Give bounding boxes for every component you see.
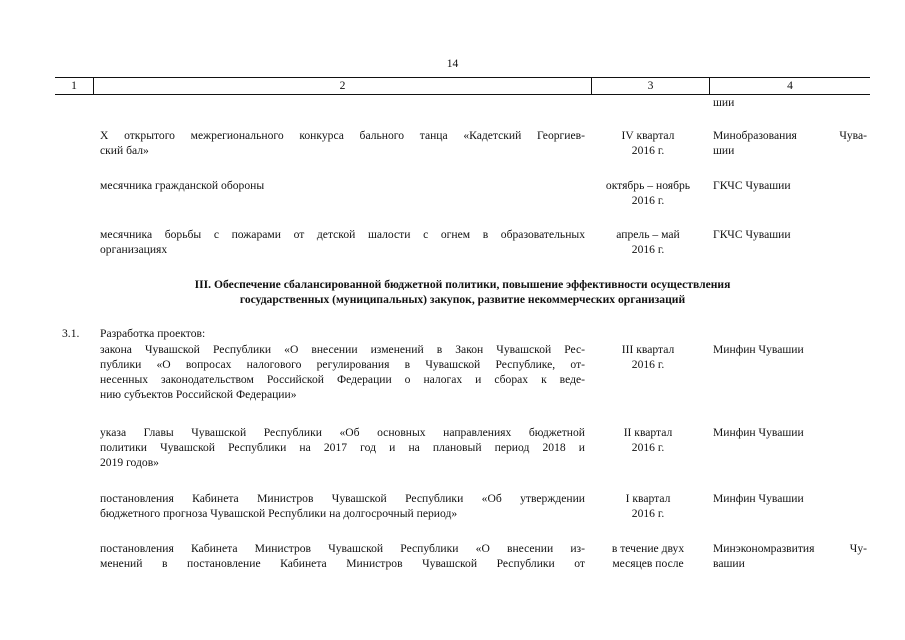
row-name: месячника гражданской обороны — [100, 179, 265, 192]
row-executor: ГКЧС Чувашии — [713, 228, 791, 241]
row-term: в течение двух месяцев после — [611, 542, 685, 570]
row-executor: Минфин Чувашии — [713, 343, 804, 356]
header-col-4: 4 — [787, 79, 793, 92]
table-header — [55, 77, 870, 95]
section-heading: III. Обеспечение сбалансированной бюджетной политики, повышение эффективности осуществления государственных (муниципальных) закупок, развитие некоммерческих организаций — [194, 278, 731, 306]
row-name: закона Чувашской Республики «О внесении изменений в Закон Чувашской Рес- публики «О вопросах налогового регулирования в Чувашской Республике, от- несенных законодательством Российской Федерации о налогах и сборах к веде- нию субъектов Российской Федерации» — [100, 343, 585, 401]
row-term: октябрь – ноябрь 2016 г. — [605, 179, 691, 207]
row-executor: Минфин Чувашии — [713, 426, 804, 439]
row-name: указа Главы Чувашской Республики «Об основных направлениях бюджетной политики Чувашской Республики на 2017 год и на плановый период 2018 и 2019 годов» — [100, 426, 585, 469]
row-term: I квартал 2016 г. — [625, 492, 671, 520]
row-name: постановления Кабинета Министров Чувашской Республики «О внесении из- менений в постановление Кабинета Министров Чувашской Республики от — [100, 542, 585, 570]
row-term: апрель – май 2016 г. — [616, 228, 680, 256]
row-name: X открытого межрегионального конкурса бального танца «Кадетский Георгиев- ский бал» — [100, 129, 585, 157]
row-executor: Минфин Чувашии — [713, 492, 804, 505]
item-number: 3.1. — [62, 327, 80, 340]
header-col-3: 3 — [647, 79, 654, 92]
row-term: II квартал 2016 г. — [623, 426, 673, 454]
row-name: постановления Кабинета Министров Чувашской Республики «Об утверждении бюджетного прогноза Чувашской Республики на долгосрочный период» — [100, 492, 585, 520]
row-executor: Минэкономразвития Чу- вашии — [713, 542, 867, 570]
header-col-1: 1 — [71, 79, 77, 92]
row-term: III квартал 2016 г. — [621, 343, 675, 371]
page-number: 14 — [446, 57, 459, 70]
header-col-2: 2 — [339, 79, 346, 92]
row-executor: ГКЧС Чувашии — [713, 179, 791, 192]
row-name: месячника борьбы с пожарами от детской шалости с огнем в образовательных организациях — [100, 228, 585, 256]
executor-tail: шии — [713, 96, 735, 109]
item-intro: Разработка проектов: — [100, 327, 206, 340]
row-term: IV квартал 2016 г. — [621, 129, 675, 157]
row-executor: Минобразования Чува- шии — [713, 129, 867, 157]
